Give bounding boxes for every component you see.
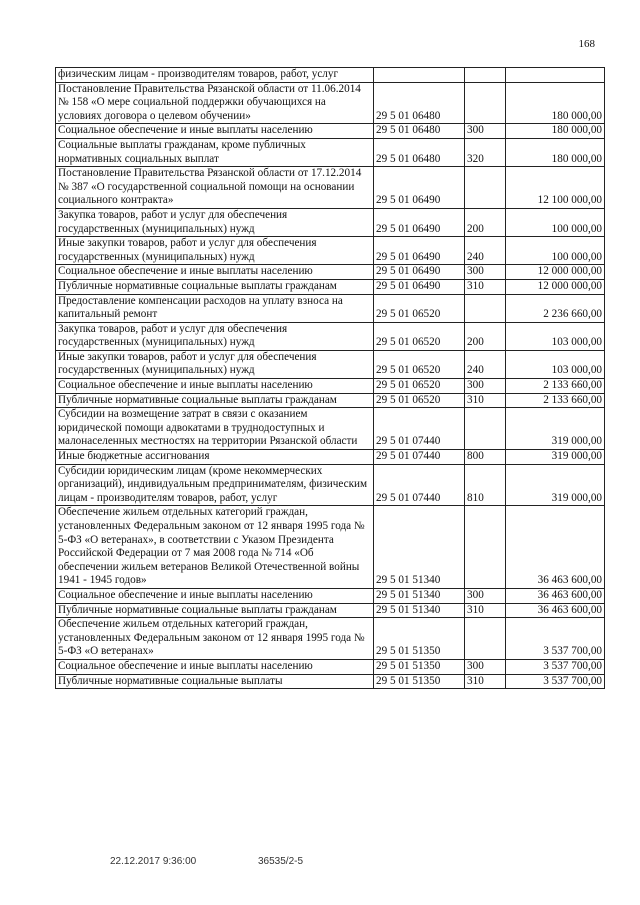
row-name: Социальное обеспечение и иные выплаты населению — [56, 379, 374, 394]
row-amount: 100 000,00 — [506, 208, 605, 236]
row-name: Субсидии юридическим лицам (кроме некоммерческих организаций), индивидуальным предпринимателям, физическим лицам - производителям товаров, работ, услуг — [56, 464, 374, 506]
row-amount: 36 463 600,00 — [506, 603, 605, 618]
row-amount: 3 537 700,00 — [506, 659, 605, 674]
row-name: Субсидии на возмещение затрат в связи с оказанием юридической помощи адвокатами в труднодоступных и малонаселенных местностях на территории Рязанской области — [56, 408, 374, 450]
row-name: Обеспечение жильем отдельных категорий граждан, установленных Федеральным законом от 12 января 1995 года № 5-ФЗ «О ветеранах» — [56, 618, 374, 660]
row-code: 29 5 01 51350 — [374, 659, 465, 674]
row-code: 29 5 01 06520 — [374, 379, 465, 394]
row-amount: 319 000,00 — [506, 464, 605, 506]
row-code: 29 5 01 07440 — [374, 450, 465, 465]
row-expense-type — [465, 68, 506, 83]
row-expense-type: 200 — [465, 322, 506, 350]
row-name: Публичные нормативные социальные выплаты гражданам — [56, 393, 374, 408]
row-code: 29 5 01 06480 — [374, 138, 465, 166]
row-amount: 180 000,00 — [506, 124, 605, 139]
table-row — [56, 379, 605, 394]
budget-table-body — [56, 68, 605, 689]
table-row — [56, 322, 605, 350]
row-amount: 100 000,00 — [506, 237, 605, 265]
row-code: 29 5 01 06520 — [374, 350, 465, 378]
row-expense-type: 800 — [465, 450, 506, 465]
row-code: 29 5 01 06490 — [374, 208, 465, 236]
row-amount: 12 000 000,00 — [506, 265, 605, 280]
row-expense-type: 300 — [465, 659, 506, 674]
row-amount: 180 000,00 — [506, 138, 605, 166]
row-expense-type: 240 — [465, 350, 506, 378]
row-expense-type: 240 — [465, 237, 506, 265]
table-row — [56, 68, 605, 83]
budget-table — [55, 67, 605, 689]
row-expense-type — [465, 408, 506, 450]
row-code: 29 5 01 06490 — [374, 279, 465, 294]
row-expense-type: 310 — [465, 603, 506, 618]
row-name: Закупка товаров, работ и услуг для обеспечения государственных (муниципальных) нужд — [56, 322, 374, 350]
row-expense-type: 320 — [465, 138, 506, 166]
table-row — [56, 208, 605, 236]
footer-doc-id: 36535/2-5 — [258, 856, 304, 867]
table-row — [56, 82, 605, 124]
table-row — [56, 618, 605, 660]
row-expense-type: 300 — [465, 124, 506, 139]
row-code: 29 5 01 06520 — [374, 393, 465, 408]
row-expense-type: 810 — [465, 464, 506, 506]
row-name: Закупка товаров, работ и услуг для обеспечения государственных (муниципальных) нужд — [56, 208, 374, 236]
row-name: Социальное обеспечение и иные выплаты населению — [56, 588, 374, 603]
table-row — [56, 408, 605, 450]
row-name: Социальное обеспечение и иные выплаты населению — [56, 124, 374, 139]
row-code: 29 5 01 06490 — [374, 237, 465, 265]
row-name: Постановление Правительства Рязанской области от 11.06.2014 № 158 «О мере социальной поддержки обучающихся на условиях договора о целевом обучении» — [56, 82, 374, 124]
row-name: Иные бюджетные ассигнования — [56, 450, 374, 465]
row-expense-type — [465, 294, 506, 322]
row-name: Публичные нормативные социальные выплаты гражданам — [56, 279, 374, 294]
row-code: 29 5 01 51340 — [374, 588, 465, 603]
row-amount: 36 463 600,00 — [506, 506, 605, 589]
row-amount — [506, 68, 605, 83]
row-expense-type — [465, 82, 506, 124]
row-amount: 180 000,00 — [506, 82, 605, 124]
row-name: Публичные нормативные социальные выплаты гражданам — [56, 603, 374, 618]
row-amount: 36 463 600,00 — [506, 588, 605, 603]
row-name: физическим лицам - производителям товаров, работ, услуг — [56, 68, 374, 83]
row-amount: 319 000,00 — [506, 408, 605, 450]
row-amount: 3 537 700,00 — [506, 674, 605, 689]
table-row — [56, 464, 605, 506]
table-row — [56, 279, 605, 294]
table-row — [56, 350, 605, 378]
row-name: Социальные выплаты гражданам, кроме публичных нормативных социальных выплат — [56, 138, 374, 166]
row-name: Предоставление компенсации расходов на уплату взноса на капитальный ремонт — [56, 294, 374, 322]
footer-datetime: 22.12.2017 9:36:00 — [110, 856, 197, 867]
row-amount: 3 537 700,00 — [506, 618, 605, 660]
row-expense-type: 300 — [465, 265, 506, 280]
row-code: 29 5 01 51350 — [374, 674, 465, 689]
row-amount: 103 000,00 — [506, 350, 605, 378]
table-row — [56, 506, 605, 589]
row-code: 29 5 01 06480 — [374, 124, 465, 139]
row-expense-type — [465, 618, 506, 660]
table-row — [56, 294, 605, 322]
row-code: 29 5 01 06490 — [374, 265, 465, 280]
row-code: 29 5 01 51350 — [374, 618, 465, 660]
row-name: Обеспечение жильем отдельных категорий граждан, установленных Федеральным законом от 12 января 1995 года № 5-ФЗ «О ветеранах», в соответствии с Указом Президента Российской Федерации от 7 мая 2008 года № 714 «Об обеспечении жильем ветеранов Великой Отечественной войны 1941 - 1945 годов» — [56, 506, 374, 589]
row-amount: 2 133 660,00 — [506, 393, 605, 408]
row-expense-type: 300 — [465, 379, 506, 394]
row-expense-type — [465, 167, 506, 209]
row-expense-type: 310 — [465, 279, 506, 294]
table-row — [56, 674, 605, 689]
row-code: 29 5 01 51340 — [374, 506, 465, 589]
row-amount: 2 133 660,00 — [506, 379, 605, 394]
row-code: 29 5 01 06480 — [374, 82, 465, 124]
row-amount: 319 000,00 — [506, 450, 605, 465]
row-expense-type: 310 — [465, 674, 506, 689]
row-code: 29 5 01 51340 — [374, 603, 465, 618]
row-code: 29 5 01 06520 — [374, 294, 465, 322]
row-name: Публичные нормативные социальные выплаты — [56, 674, 374, 689]
row-name: Иные закупки товаров, работ и услуг для обеспечения государственных (муниципальных) нужд — [56, 237, 374, 265]
row-name: Иные закупки товаров, работ и услуг для обеспечения государственных (муниципальных) нужд — [56, 350, 374, 378]
row-amount: 103 000,00 — [506, 322, 605, 350]
row-amount: 2 236 660,00 — [506, 294, 605, 322]
row-expense-type — [465, 506, 506, 589]
row-code: 29 5 01 06490 — [374, 167, 465, 209]
row-code: 29 5 01 06520 — [374, 322, 465, 350]
row-name: Социальное обеспечение и иные выплаты населению — [56, 659, 374, 674]
table-row — [56, 450, 605, 465]
table-row — [56, 659, 605, 674]
row-expense-type: 310 — [465, 393, 506, 408]
row-amount: 12 000 000,00 — [506, 279, 605, 294]
table-row — [56, 603, 605, 618]
row-code: 29 5 01 07440 — [374, 464, 465, 506]
table-row — [56, 138, 605, 166]
table-row — [56, 265, 605, 280]
row-code: 29 5 01 07440 — [374, 408, 465, 450]
row-name: Социальное обеспечение и иные выплаты населению — [56, 265, 374, 280]
table-row — [56, 237, 605, 265]
page-number: 168 — [578, 38, 595, 50]
table-row — [56, 393, 605, 408]
row-expense-type: 200 — [465, 208, 506, 236]
row-name: Постановление Правительства Рязанской области от 17.12.2014 № 387 «О государственной социальной помощи на основании социального контракта» — [56, 167, 374, 209]
row-code — [374, 68, 465, 83]
row-amount: 12 100 000,00 — [506, 167, 605, 209]
table-row — [56, 124, 605, 139]
table-row — [56, 167, 605, 209]
table-row — [56, 588, 605, 603]
row-expense-type: 300 — [465, 588, 506, 603]
